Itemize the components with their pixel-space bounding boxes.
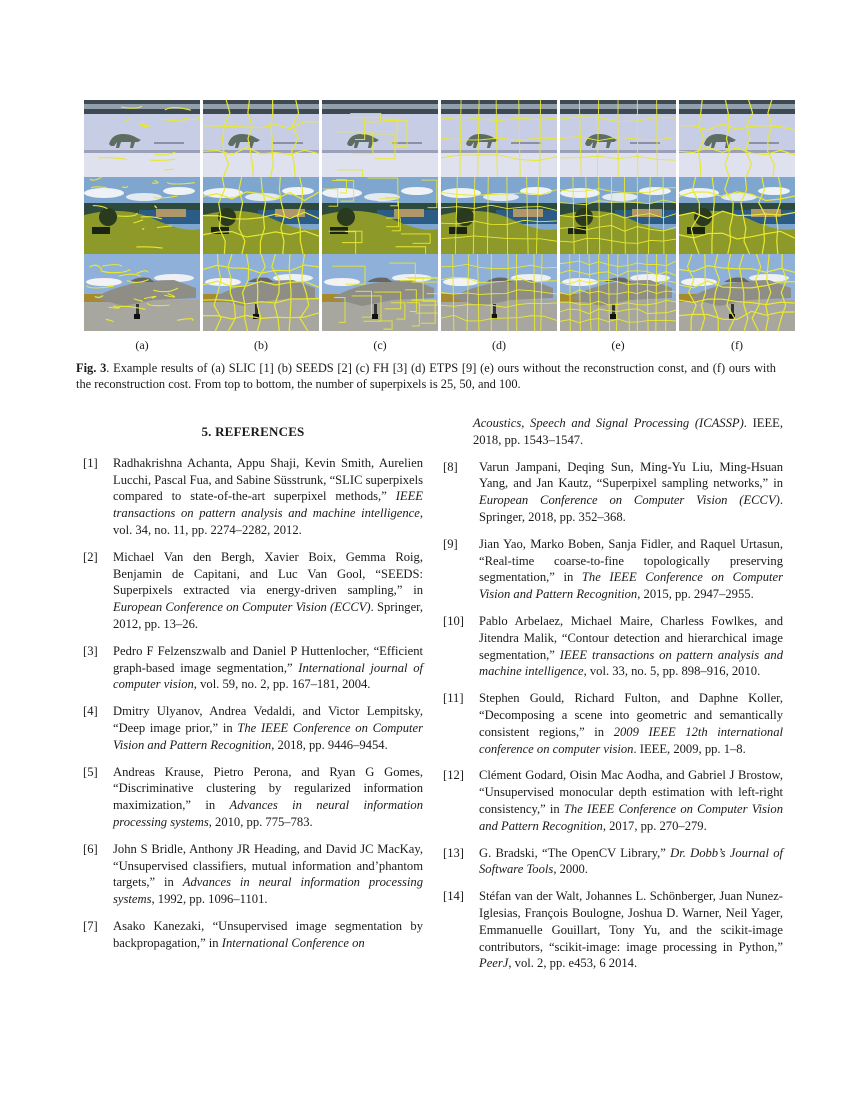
- reference-item: [443, 459, 783, 526]
- caption-text: . Example results of (a) SLIC [1] (b) SEEDS [2] (c) FH [3] (d) ETPS [9] (e) ours without the reconstruction const, and (f) ours with the reconstruction cost. From top to bottom, the number of superpixels is 25, 50, and 100.: [76, 361, 776, 391]
- reference-item: [83, 455, 423, 539]
- reference-venue: IEEE transactions on pattern analysis and machine intelligence: [479, 647, 783, 679]
- reference-venue: The IEEE Conference on Computer Vision and Pattern Recognition: [113, 720, 423, 752]
- reference-number: [3]: [83, 643, 98, 658]
- reference-text: Pedro F Felzenszwalb and Daniel P Huttenlocher, “Efficient graph-based image segmentation,” International journal of computer vision, vol. 59, no. 2, pp. 167–181, 2004.: [113, 643, 424, 692]
- superpixel-image: [84, 177, 200, 254]
- reference-text: Clément Godard, Oisin Mac Aodha, and Gabriel J Brostow, “Unsupervised monocular depth estimation with left-right consistency,” in The IEEE Conference on Computer Vision and Pattern Recognition, 2017, pp. 270–279.: [479, 768, 783, 833]
- figure-panel-e: [560, 100, 676, 332]
- superpixel-image: [679, 177, 795, 254]
- reference-number: [8]: [443, 459, 458, 474]
- reference-item: [443, 767, 783, 834]
- reference-text: Asako Kanezaki, “Unsupervised image segmentation by backpropagation,” in International Conference on: [113, 918, 423, 950]
- reference-number: [11]: [443, 691, 464, 706]
- reference-text: Stephen Gould, Richard Fulton, and Daphne Koller, “Decomposing a scene into geometric and semantically consistent regions,” in 2009 IEEE 12th international conference on computer vision. IEEE, 2009, pp. 1–8.: [479, 691, 783, 756]
- reference-venue: IEEE transactions on pattern analysis and machine intelligence: [113, 489, 423, 521]
- figure-panel-a: [84, 100, 200, 332]
- reference-venue: International Conference on: [221, 935, 365, 950]
- reference-number: [6]: [83, 841, 98, 856]
- reference-number: [13]: [443, 845, 464, 860]
- reference-text: Varun Jampani, Deqing Sun, Ming-Yu Liu, Ming-Hsuan Yang, and Jan Kautz, “Superpixel sampling networks,” in European Conference on Computer Vision (ECCV). Springer, 2018, pp. 352–368.: [479, 459, 783, 524]
- reference-text: Michael Van den Bergh, Xavier Boix, Gemma Roig, Benjamin de Capitani, and Luc Van Gool, “SEEDS: Superpixels extracted via energy-driven sampling,” in European Conference on Computer Vision (ECCV). Springer, 2012, pp. 13–26.: [113, 549, 423, 631]
- reference-item: [83, 841, 423, 908]
- figure-panel-f: [679, 100, 795, 332]
- reference-text: Dmitry Ulyanov, Andrea Vedaldi, and Victor Lempitsky, “Deep image prior,” in The IEEE Conference on Computer Vision and Pattern Recognition, 2018, pp. 9446–9454.: [113, 704, 423, 752]
- reference-number: [4]: [83, 704, 98, 719]
- reference-text: Jian Yao, Marko Boben, Sanja Fidler, and Raquel Urtasun, “Real-time coarse-to-fine topologically preserving segmentation,” in The IEEE Conference on Computer Vision and Pattern Recognition, 2015, pp. 2947–2955.: [479, 536, 783, 602]
- superpixel-image: [560, 100, 676, 177]
- sub-figure-label: (c): [373, 338, 387, 352]
- superpixel-image: [203, 100, 319, 177]
- superpixel-image: [322, 254, 438, 331]
- reference-continuation: [443, 415, 783, 449]
- reference-venue: The IEEE Conference on Computer Vision and Pattern Recognition: [479, 801, 783, 833]
- superpixel-image: [679, 254, 795, 331]
- figure-panel-c: [322, 100, 438, 332]
- reference-text: Andreas Krause, Pietro Perona, and Ryan G Gomes, “Discriminative clustering by regularized information maximization,” in Advances in neural information processing systems, 2010, pp. 775–783.: [113, 764, 424, 829]
- reference-item: [83, 643, 423, 693]
- reference-venue: The IEEE Conference on Computer Vision and Pattern Recognition: [479, 570, 783, 602]
- reference-number: [2]: [83, 549, 98, 564]
- reference-text: Radhakrishna Achanta, Appu Shaji, Kevin Smith, Aurelien Lucchi, Pascal Fua, and Sabine Süsstrunk, “SLIC superpixels compared to state-of-the-art superpixel methods,” IEEE transactions on pattern analysis and machine intelligence, vol. 34, no. 11, pp. 2274–2282, 2012.: [113, 455, 423, 537]
- sub-figure-label: (a): [135, 338, 149, 352]
- reference-text: Pablo Arbelaez, Michael Maire, Charless Fowlkes, and Jitendra Malik, “Contour detection and hierarchical image segmentation,” IEEE transactions on pattern analysis and machine intelligence, vol. 33, no. 5, pp. 898–916, 2010.: [479, 613, 783, 679]
- reference-venue: Advances in neural information processing systems: [113, 875, 423, 907]
- reference-venue: Acoustics, Speech and Signal Processing (ICASSP): [473, 416, 744, 430]
- reference-venue: 2009 IEEE 12th international conference on computer vision: [479, 724, 783, 756]
- reference-item: [443, 536, 783, 603]
- section-title: 5. REFERENCES: [201, 424, 305, 439]
- reference-item: [443, 845, 783, 879]
- reference-item: [83, 549, 423, 633]
- reference-venue: International journal of computer vision: [113, 660, 424, 692]
- superpixel-image: [322, 100, 438, 177]
- figure-sub-labels: [84, 338, 796, 353]
- superpixel-image: [84, 100, 200, 177]
- superpixel-image: [84, 254, 200, 331]
- figure-caption: [76, 360, 776, 392]
- reference-venue: Advances in neural information processing systems: [113, 798, 424, 829]
- reference-venue: European Conference on Computer Vision (ECCV): [113, 600, 371, 615]
- reference-venue: Dr. Dobb’s Journal of Software Tools: [479, 845, 783, 877]
- figure-panels: [84, 100, 796, 332]
- superpixel-image: [322, 177, 438, 254]
- reference-number: [14]: [443, 889, 464, 904]
- reference-number: [10]: [443, 613, 464, 628]
- reference-number: [9]: [443, 536, 458, 551]
- references-right-column: [443, 415, 783, 982]
- superpixel-image: [203, 254, 319, 331]
- reference-number: [12]: [443, 768, 464, 783]
- superpixel-image: [441, 177, 557, 254]
- figure-panel-d: [441, 100, 557, 332]
- reference-text: Stéfan van der Walt, Johannes L. Schönberger, Juan Nunez-Iglesias, François Boulogne, Joshua D. Warner, Neil Yager, Emmanuelle Gouillart, Tony Yu, and the scikit-image contributors, “scikit-image: image processing in Python,” PeerJ, vol. 2, pp. e453, 6 2014.: [479, 889, 783, 971]
- sub-figure-label: (e): [611, 338, 625, 352]
- reference-item: [443, 888, 783, 972]
- reference-venue: PeerJ: [479, 956, 509, 971]
- superpixel-image: [560, 254, 676, 331]
- reference-text: Acoustics, Speech and Signal Processing (ICASSP). IEEE, 2018, pp. 1543–1547.: [473, 416, 784, 447]
- superpixel-image: [441, 254, 557, 331]
- reference-text: G. Bradski, “The OpenCV Library,” Dr. Dobb’s Journal of Software Tools, 2000.: [479, 845, 783, 877]
- sub-figure-label: (b): [254, 338, 268, 352]
- superpixel-image: [441, 100, 557, 177]
- sub-figure-label: (f): [731, 338, 743, 352]
- reference-text: John S Bridle, Anthony JR Heading, and David JC MacKay, “Unsupervised classifiers, mutual information and’phantom targets,” in Advances in neural information processing systems, 1992, pp. 1096–1101.: [113, 841, 423, 907]
- superpixel-image: [560, 177, 676, 254]
- reference-item: [443, 690, 783, 757]
- superpixel-image: [203, 177, 319, 254]
- sub-figure-label: (d): [492, 338, 506, 352]
- reference-item: [443, 613, 783, 680]
- reference-number: [5]: [83, 764, 98, 779]
- figure-panel-b: [203, 100, 319, 332]
- reference-venue: European Conference on Computer Vision (ECCV): [479, 493, 780, 508]
- figure-3: [84, 100, 796, 353]
- caption-label: Fig. 3: [76, 361, 107, 375]
- superpixel-image: [679, 100, 795, 177]
- reference-number: [1]: [83, 455, 98, 470]
- reference-item: [83, 703, 423, 753]
- reference-item: [83, 764, 423, 831]
- reference-item: [83, 918, 423, 952]
- references-left-column: [83, 420, 423, 962]
- reference-number: [7]: [83, 918, 98, 933]
